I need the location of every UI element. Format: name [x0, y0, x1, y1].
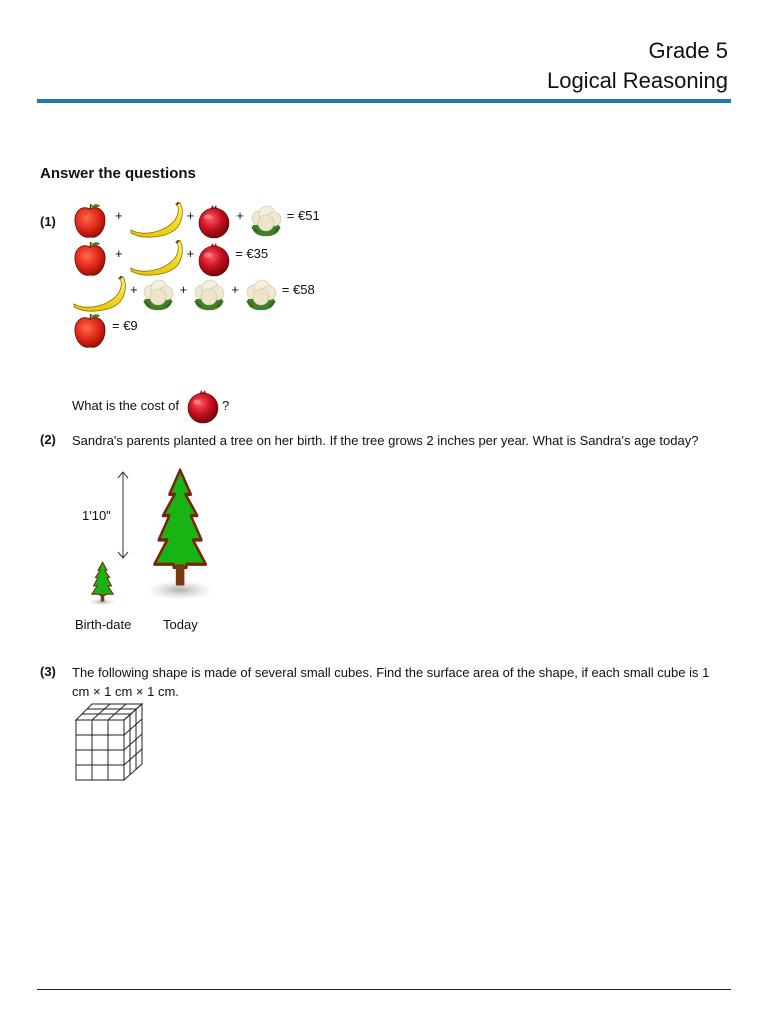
plus-sign: +: [186, 207, 195, 223]
banana-icon: [129, 240, 185, 278]
cauliflower-icon: [243, 277, 279, 313]
pomegranate-icon: [185, 388, 222, 426]
equation-result: = €9: [112, 317, 138, 333]
equation-row-3: [72, 277, 315, 313]
small-tree-icon: [85, 560, 119, 606]
question-1-prompt-text: What is the cost of: [72, 398, 179, 413]
question-mark: ?: [222, 398, 230, 413]
today-label: Today: [163, 617, 198, 632]
cube-shape-diagram: [74, 702, 146, 782]
plus-sign: +: [179, 281, 188, 297]
question-2-text: Sandra's parents planted a tree on her birth. If the tree grows 2 inches per year. What is Sandra's age today?: [72, 433, 699, 448]
pomegranate-icon: [196, 241, 232, 277]
equation-row-4: [72, 313, 138, 349]
question-3-number: (3): [40, 664, 56, 679]
height-arrow: [114, 470, 132, 560]
equation-row-2: [72, 241, 268, 277]
banana-icon: [72, 276, 128, 314]
plus-sign: +: [231, 281, 239, 297]
subject-title: Logical Reasoning: [546, 68, 728, 93]
header-divider: [37, 99, 731, 103]
cauliflower-icon: [191, 277, 227, 313]
plus-sign: +: [115, 207, 123, 223]
question-1-number: (1): [40, 214, 56, 229]
section-title: Answer the questions: [40, 165, 196, 182]
plus-sign: +: [236, 207, 244, 223]
banana-icon: [129, 202, 185, 240]
question-1-prompt: [72, 398, 179, 413]
height-label: 1'10": [82, 508, 111, 523]
plus-sign: +: [130, 281, 138, 297]
grade-title: Grade 5: [648, 38, 728, 63]
apple-icon: [72, 241, 109, 277]
equation-row-1: [72, 203, 320, 239]
question-2-number: (2): [40, 432, 56, 447]
question-3-text: The following shape is made of several small cubes. Find the surface area of the shape, if each small cube is 1 cm × 1 cm × 1 cm.: [72, 665, 710, 699]
plus-sign: +: [186, 245, 195, 261]
plus-sign: +: [115, 245, 123, 261]
pomegranate-icon: [196, 203, 232, 239]
apple-icon: [72, 313, 109, 349]
apple-icon: [72, 203, 109, 239]
equation-result: = €58: [281, 281, 315, 297]
equation-result: = €35: [235, 245, 269, 261]
footer-divider: [37, 989, 731, 990]
birth-date-label: Birth-date: [75, 617, 132, 632]
equation-result: = €51: [286, 207, 320, 223]
large-tree-icon: [140, 468, 220, 604]
cauliflower-icon: [140, 277, 176, 313]
cauliflower-icon: [248, 203, 284, 239]
